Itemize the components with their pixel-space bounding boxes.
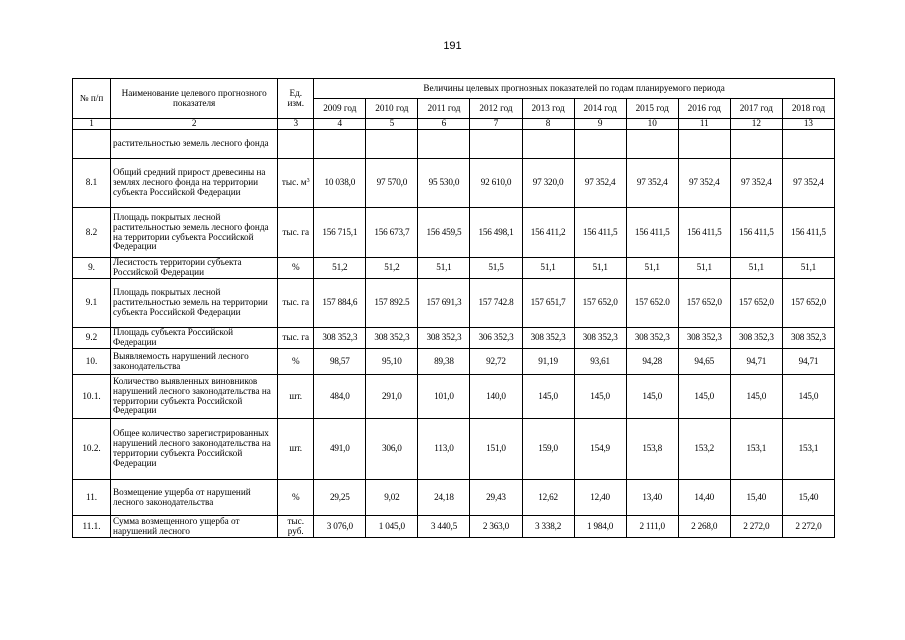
column-number: 9 [574,119,626,130]
column-number: 6 [418,119,470,130]
value-cell: 51,1 [730,258,782,279]
value-cell: 2 363,0 [470,516,522,538]
value-cell: 156 498,1 [470,208,522,258]
row-number: 9.1 [73,279,111,328]
value-cell: 51,2 [314,258,366,279]
header-num: № п/п [73,79,111,119]
indicator-name: Общий средний прирост древесины на землях лесного фонда на территории субъекта Российской Федерации [111,159,278,208]
value-cell: 157 742.8 [470,279,522,328]
column-number: 12 [730,119,782,130]
column-number: 11 [678,119,730,130]
indicator-name: Площадь покрытых лесной растительностью земель на территории субъекта Российской Федерации [111,279,278,328]
column-number: 1 [73,119,111,130]
value-cell: 308 352,3 [730,328,782,349]
value-cell: 51,1 [522,258,574,279]
table-row [73,419,835,480]
value-cell: 97 352,4 [782,159,834,208]
value-cell: 89,38 [418,349,470,375]
indicator-name: Количество выявленных виновников нарушений лесного законодательства на территории субъекта Российской Федерации [111,375,278,419]
row-number: 10. [73,349,111,375]
column-number: 10 [626,119,678,130]
table-row [73,328,835,349]
header-year: 2014 год [574,99,626,119]
forecast-indicators-table [72,78,835,538]
value-cell: 491,0 [314,419,366,480]
value-cell: 51,2 [366,258,418,279]
value-cell: 51,1 [782,258,834,279]
value-cell: 97 352,4 [678,159,730,208]
value-cell: 157 691,3 [418,279,470,328]
value-cell: 308 352,3 [782,328,834,349]
value-cell: 98,57 [314,349,366,375]
value-cell: 156 411,5 [626,208,678,258]
row-number: 8.1 [73,159,111,208]
value-cell: 308 352,3 [314,328,366,349]
value-cell: 2 268,0 [678,516,730,538]
value-cell: 97 352,4 [574,159,626,208]
row-number: 11. [73,480,111,516]
value-cell: 145,0 [782,375,834,419]
header-year: 2011 год [418,99,470,119]
value-cell: 308 352,3 [626,328,678,349]
value-cell: 156 411,5 [678,208,730,258]
unit-cell: % [278,258,314,279]
value-cell: 3 338,2 [522,516,574,538]
unit-cell: шт. [278,375,314,419]
row-number: 10.1. [73,375,111,419]
column-number: 8 [522,119,574,130]
value-cell: 51,1 [574,258,626,279]
column-number: 7 [470,119,522,130]
value-cell: 156 411,2 [522,208,574,258]
value-cell: 113,0 [418,419,470,480]
value-cell: 3 440,5 [418,516,470,538]
unit-cell: % [278,480,314,516]
unit-cell: шт. [278,419,314,480]
value-cell: 97 352,4 [730,159,782,208]
row-number: 9. [73,258,111,279]
value-cell: 51,1 [418,258,470,279]
value-cell: 91,19 [522,349,574,375]
table-row [73,208,835,258]
row-number: 8.2 [73,208,111,258]
value-cell: 94,65 [678,349,730,375]
indicator-name: Площадь субъекта Российской Федерации [111,328,278,349]
value-cell: 154,9 [574,419,626,480]
header-unit: Ед. изм. [278,79,314,119]
value-cell: 97 320,0 [522,159,574,208]
value-cell: 51,1 [678,258,730,279]
value-cell: 306,0 [366,419,418,480]
indicator-name: Общее количество зарегистрированных нарушений лесного законодательства на территории субъекта Российской Федерации [111,419,278,480]
value-cell: 156 411,5 [782,208,834,258]
value-cell: 306 352,3 [470,328,522,349]
unit-cell: тыс. га [278,208,314,258]
value-cell: 24,18 [418,480,470,516]
value-cell: 153,2 [678,419,730,480]
value-cell: 145,0 [574,375,626,419]
value-cell: 12,62 [522,480,574,516]
value-cell: 157 652,0 [730,279,782,328]
value-cell: 140,0 [470,375,522,419]
indicator-name: Возмещение ущерба от нарушений лесного законодательства [111,480,278,516]
value-cell: 2 272,0 [782,516,834,538]
value-cell: 95 530,0 [418,159,470,208]
unit-cell: тыс. руб. [278,516,314,538]
value-cell: 10 038,0 [314,159,366,208]
value-cell: 29,25 [314,480,366,516]
row-number: 10.2. [73,419,111,480]
header-year: 2009 год [314,99,366,119]
unit-cell: % [278,349,314,375]
unit-cell: тыс. га [278,279,314,328]
value-cell: 94,71 [782,349,834,375]
column-number: 3 [278,119,314,130]
value-cell: 157 652,0 [574,279,626,328]
value-cell: 101,0 [418,375,470,419]
value-cell: 308 352,3 [418,328,470,349]
page-number: 191 [443,40,462,52]
header-year: 2013 год [522,99,574,119]
value-cell: 484,0 [314,375,366,419]
value-cell: 156 411,5 [730,208,782,258]
table-row [73,159,835,208]
value-cell: 95,10 [366,349,418,375]
header-year: 2016 год [678,99,730,119]
value-cell: 157 651,7 [522,279,574,328]
value-cell: 92,72 [470,349,522,375]
continuation-row [73,130,835,159]
value-cell: 92 610,0 [470,159,522,208]
value-cell: 97 352,4 [626,159,678,208]
value-cell: 156 411,5 [574,208,626,258]
table-row [73,480,835,516]
value-cell: 2 272,0 [730,516,782,538]
table-row [73,279,835,328]
value-cell: 93,61 [574,349,626,375]
row-number: 11.1. [73,516,111,538]
value-cell: 308 352,3 [574,328,626,349]
header-year: 2017 год [730,99,782,119]
value-cell: 94,71 [730,349,782,375]
value-cell: 291,0 [366,375,418,419]
value-cell: 29,43 [470,480,522,516]
value-cell: 15,40 [782,480,834,516]
value-cell: 308 352,3 [678,328,730,349]
value-cell: 51,1 [626,258,678,279]
unit-cell: тыс. $м^3$ [278,159,314,208]
column-number: 4 [314,119,366,130]
header-name: Наименование целевого прогнозного показателя [111,79,278,119]
value-cell: 1 984,0 [574,516,626,538]
value-cell: 145,0 [678,375,730,419]
indicator-name: Площадь покрытых лесной растительностью земель лесного фонда на территории субъекта Российской Федерации [111,208,278,258]
table-row [73,516,835,538]
value-cell: 159,0 [522,419,574,480]
indicator-name: Сумма возмещенного ущерба от нарушений лесного [111,516,278,538]
value-cell: 1 045,0 [366,516,418,538]
column-number: 13 [782,119,834,130]
value-cell: 308 352,3 [522,328,574,349]
value-cell: 156 673,7 [366,208,418,258]
indicator-name: Лесистость территории субъекта Российской Федерации [111,258,278,279]
value-cell: 157 652,0 [678,279,730,328]
value-cell: 145,0 [730,375,782,419]
value-cell: 156 715,1 [314,208,366,258]
value-cell: 51,5 [470,258,522,279]
column-number: 5 [366,119,418,130]
value-cell: 145,0 [626,375,678,419]
value-cell: 97 570,0 [366,159,418,208]
value-cell: 157 884,6 [314,279,366,328]
value-cell: 157 652.0 [626,279,678,328]
value-cell: 156 459,5 [418,208,470,258]
value-cell: 153,1 [730,419,782,480]
table-row [73,349,835,375]
value-cell: 9,02 [366,480,418,516]
header-year: 2010 год [366,99,418,119]
value-cell: 153,1 [782,419,834,480]
value-cell: 157 892.5 [366,279,418,328]
value-cell: 2 111,0 [626,516,678,538]
value-cell: 153,8 [626,419,678,480]
column-number: 2 [111,119,278,130]
value-cell: 151,0 [470,419,522,480]
table-row [73,258,835,279]
value-cell: 3 076,0 [314,516,366,538]
header-group: Величины целевых прогнозных показателей по годам планируемого периода [314,79,835,99]
value-cell: 12,40 [574,480,626,516]
row-number: 9.2 [73,328,111,349]
value-cell: 308 352,3 [366,328,418,349]
value-cell: 94,28 [626,349,678,375]
header-year: 2018 год [782,99,834,119]
value-cell: 14,40 [678,480,730,516]
header-year: 2012 год [470,99,522,119]
continuation-label: растительностью земель лесного фонда [111,130,278,159]
value-cell: 13,40 [626,480,678,516]
indicator-name: Выявляемость нарушений лесного законодательства [111,349,278,375]
value-cell: 157 652,0 [782,279,834,328]
value-cell: 145,0 [522,375,574,419]
table-row [73,375,835,419]
header-year: 2015 год [626,99,678,119]
unit-cell: тыс. га [278,328,314,349]
value-cell: 15,40 [730,480,782,516]
